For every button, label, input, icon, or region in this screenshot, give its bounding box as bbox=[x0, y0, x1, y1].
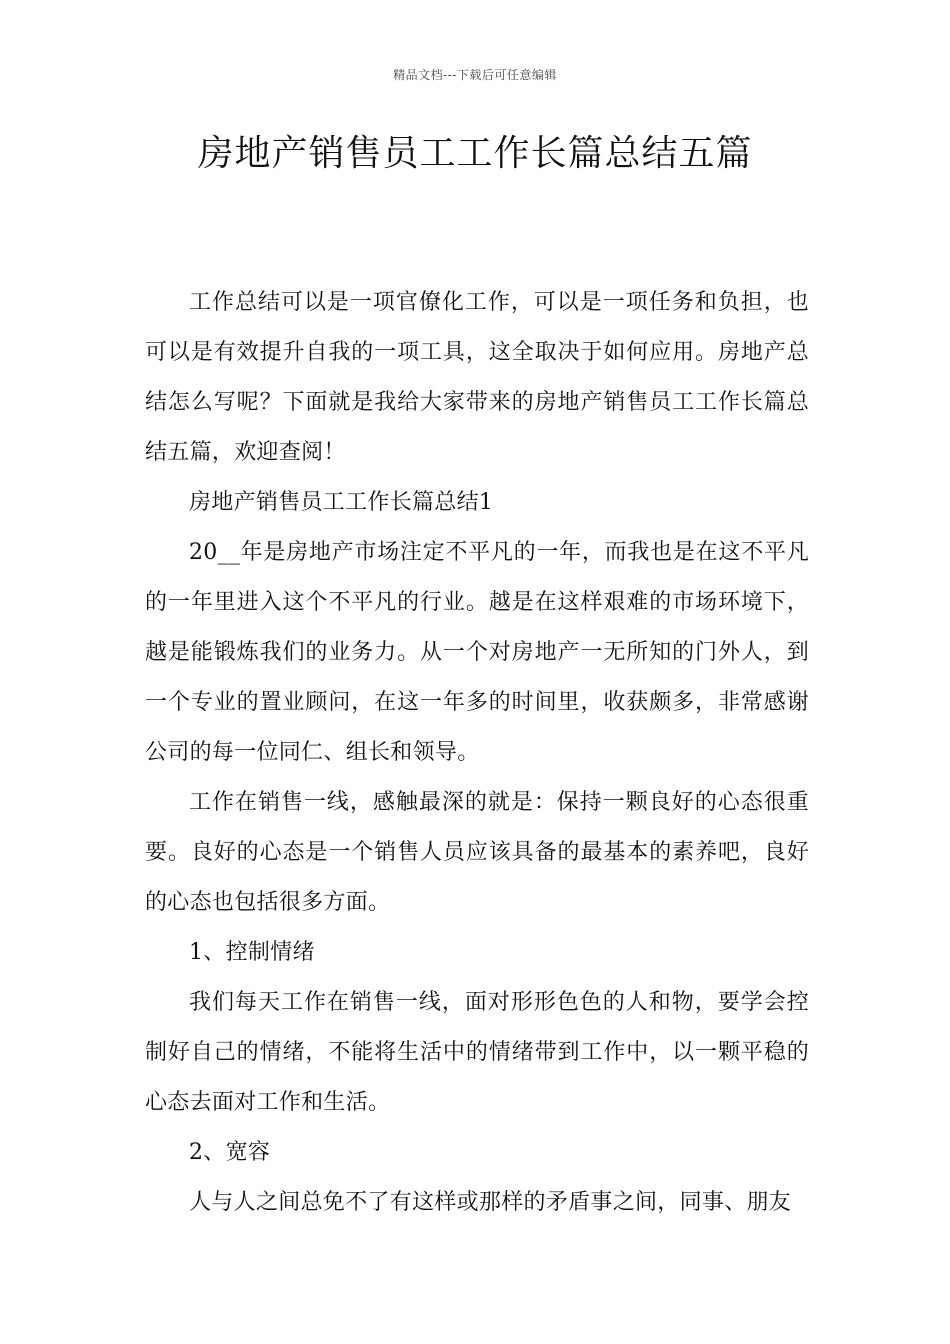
document-body bbox=[145, 278, 809, 1228]
intro-paragraph: 工作总结可以是一项官僚化工作，可以是一项任务和负担，也可以是有效提升自我的一项工具，这全取决于如何应用。房地产总结怎么写呢？下面就是我给大家带来的房地产销售员工工作长篇总结五篇，欢迎查阅！ bbox=[145, 290, 809, 465]
list-heading-tolerance: 2、宽容 bbox=[189, 1140, 271, 1165]
body-paragraph: 人与人之间总免不了有这样或那样的矛盾事之间，同事、朋友 bbox=[189, 1190, 792, 1215]
body-paragraph: 我们每天工作在销售一线，面对形形色色的人和物，要学会控制好自己的情绪，不能将生活中的情绪带到工作中，以一颗平稳的心态去面对工作和生活。 bbox=[145, 990, 809, 1115]
body-paragraph: 工作在销售一线，感触最深的就是：保持一颗良好的心态很重要。良好的心态是一个销售人员应该具备的最基本的素养吧，良好的心态也包括很多方面。 bbox=[145, 790, 809, 915]
body-paragraph: 20__年是房地产市场注定不平凡的一年，而我也是在这不平凡的一年里进入这个不平凡的行业。越是在这样艰难的市场环境下，越是能锻炼我们的业务力。从一个对房地产一无所知的门外人，到一个专业的置业顾问，在这一年多的时间里，收获颇多，非常感谢公司的每一位同仁、组长和领导。 bbox=[145, 540, 809, 765]
header-note: 精品文档---下载后可任意编辑 bbox=[393, 68, 557, 82]
document-title: 房地产销售员工工作长篇总结五篇 bbox=[197, 133, 753, 174]
section-heading-1: 房地产销售员工工作长篇总结1 bbox=[189, 490, 494, 515]
list-heading-control-emotion: 1、控制情绪 bbox=[189, 940, 315, 965]
